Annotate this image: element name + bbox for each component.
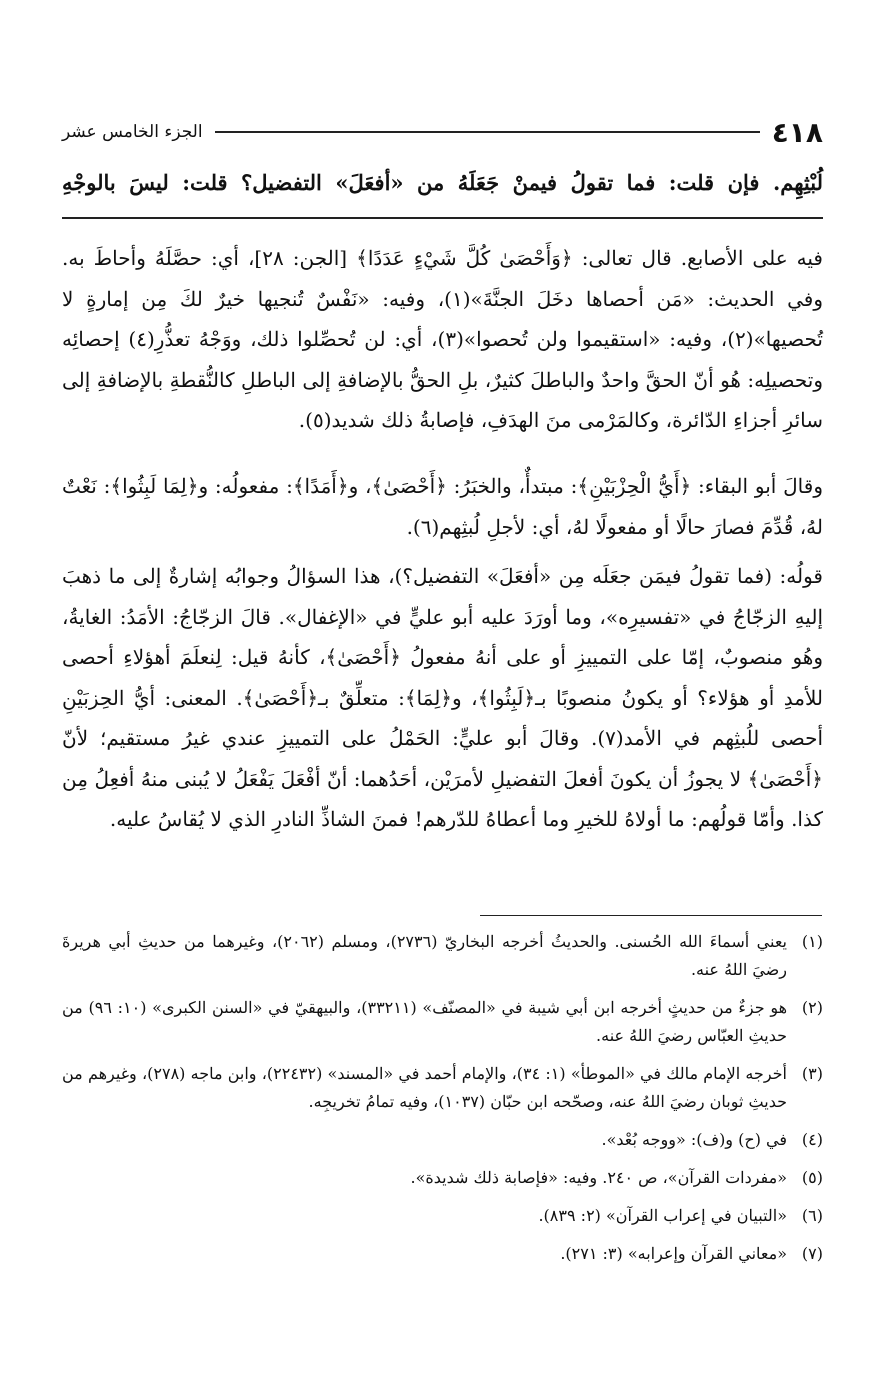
footnote-item	[62, 1060, 823, 1116]
footnote-text: «التبيان في إعراب القرآن» (٢: ٨٣٩).	[538, 1206, 787, 1225]
footnote-item	[62, 994, 823, 1050]
footnote-text: يعني أسماءَ الله الحُسنى. والحديثُ أخرجه البخاريّ (٢٧٣٦)، ومسلم (٢٠٦٢)، وغيرهما من حديثِ أبي هريرةَ رضيَ اللهُ عنه.	[62, 932, 788, 979]
matn-line: لُبْثِهِم. فإن قلت: فما تقولُ فيمنْ جَعَلَهُ من «أفعَلَ» التفضيل؟ قلت: ليسَ بالوجْهِ	[62, 170, 823, 195]
footnote-number: (٢)	[801, 998, 823, 1017]
footnote-item	[62, 928, 823, 984]
footnote-text: في (ح) و(ف): «ووجه بُعْد».	[601, 1130, 787, 1149]
footnote-text: هو جزءٌ من حديثٍ أخرجه ابن أبي شيبة في «المصنّف» (٣٣٢١١)، والبيهقيّ في «السنن الكبرى» (١٠: ٩٦) من حديثِ العبّاس رضيَ اللهُ عنه.	[62, 998, 788, 1045]
footnote-item	[62, 1240, 823, 1268]
footnotes	[62, 928, 823, 1278]
footnote-item	[62, 1126, 823, 1154]
footnote-number: (١)	[801, 932, 823, 951]
footnote-text: «معاني القرآن وإعرابه» (٣: ٢٧١).	[560, 1244, 787, 1263]
footnote-number: (٣)	[801, 1064, 823, 1083]
running-header	[62, 112, 823, 152]
footnote-text: أخرجه الإمام مالك في «الموطأ» (١: ٣٤)، والإمام أحمد في «المسند» (٢٢٤٣٢)، وابن ماجه (٢٧٨)، وغيرهم من حديثِ ثوبان رضيَ اللهُ عنه، وصحّحه ابن حبّان (١٠٣٧)، وفيه تمامُ تخريجِه.	[62, 1064, 787, 1111]
part-title: الجزء الخامس عشر	[62, 122, 203, 142]
header-rule	[215, 131, 760, 133]
page-number: ٤١٨	[771, 115, 823, 149]
footnote-number: (٧)	[801, 1244, 823, 1263]
commentary-paragraph-2: وقالَ أبو البقاء: ﴿أَيُّ الْحِزْبَيْنِ﴾: مبتدأٌ، والخبَرُ: ﴿أَحْصَىٰ﴾، و﴿أَمَدًا﴾: مفعولُه: و﴿لِمَا لَبِثُوا﴾: نَعْتٌ لهُ، قُدِّمَ فصارَ حالًا أو مفعولًا لهُ، أي: لأجلِ لُبثِهم(٦).	[62, 474, 823, 539]
footnote-separator	[480, 915, 822, 916]
footnote-number: (٦)	[801, 1206, 823, 1225]
footnote-text: «مفردات القرآن»، ص ٢٤٠. وفيه: «فإصابة ذلك شديدة».	[410, 1168, 787, 1187]
matn-separator	[62, 217, 823, 219]
commentary-paragraph-3: قولُه: (فما تقولُ فيمَن جعَلَه مِن «أفعَلَ» التفضيل؟)، هذا السؤالُ وجوابُه إشارةٌ إلى ما ذهبَ إليهِ الزجّاجُ في «تفسيرِه»، وما أورَدَ عليه أبو عليٍّ في «الإغفال». قالَ الزجّاجُ: الأمَدُ: الغايةُ، وهُو منصوبٌ، إمّا على التمييزِ أو على أنهُ مفعولُ ﴿أَحْصَىٰ﴾، كأنهُ قيل: لِنعلَمَ أهؤلاءِ أحصى للأمدِ أو هؤلاء؟ أو يكونُ منصوبًا بـ﴿لَبِثُوا﴾، و﴿لِمَا﴾: متعلِّقٌ بـ﴿أَحْصَىٰ﴾. المعنى: أيُّ الحِزبَيْنِ أحصى للُبثِهم في الأمد(٧). وقالَ أبو عليٍّ: الحَمْلُ على التمييزِ عندي غيرُ مستقيم؛ لأنّ ﴿أَحْصَىٰ﴾ لا يجوزُ أن يكونَ أفعلَ التفضيلِ لأمرَيْن، أحَدُهما: أنّ أفْعَلَ يَفْعَلُ لا يُبنى منهُ أفعِلُ مِن كذا. وأمّا قولُهم: ما أولاهُ للخيرِ وما أعطاهُ للدّرهم! فمنَ الشاذِّ النادرِ الذي لا يُقاسُ عليه.	[62, 564, 823, 831]
commentary-paragraph-1: فيه على الأصابع. قال تعالى: ﴿وَأَحْصَىٰ كُلَّ شَيْءٍ عَدَدًا﴾ [الجن: ٢٨]، أي: حصَّلَهُ وأحاطَ به. وفي الحديث: «مَن أحصاها دخَلَ الجنَّةَ»(١)، وفيه: «نَفْسٌ تُنجيها خيرٌ لكَ مِن إمارةٍ لا تُحصيها»(٢)، وفيه: «استقيموا ولن تُحصوا»(٣)، أي: لن تُحصِّلوا ذلك، ووَجْهُ تعذُّرِ(٤) إحصائِه وتحصيلِه: هُو أنّ الحقَّ واحدٌ والباطلَ كثيرٌ، بلِ الحقُّ بالإضافةِ إلى الباطلِ كالنُّقطةِ بالإضافةِ إلى سائرِ أجزاءِ الدّائرة، وكالمَرْمى منَ الهدَفِ، فإصابةُ ذلك شديد(٥).	[62, 246, 824, 432]
footnote-item	[62, 1164, 823, 1192]
footnote-item	[62, 1202, 823, 1230]
footnote-number: (٥)	[801, 1168, 823, 1187]
footnote-number: (٤)	[801, 1130, 823, 1149]
